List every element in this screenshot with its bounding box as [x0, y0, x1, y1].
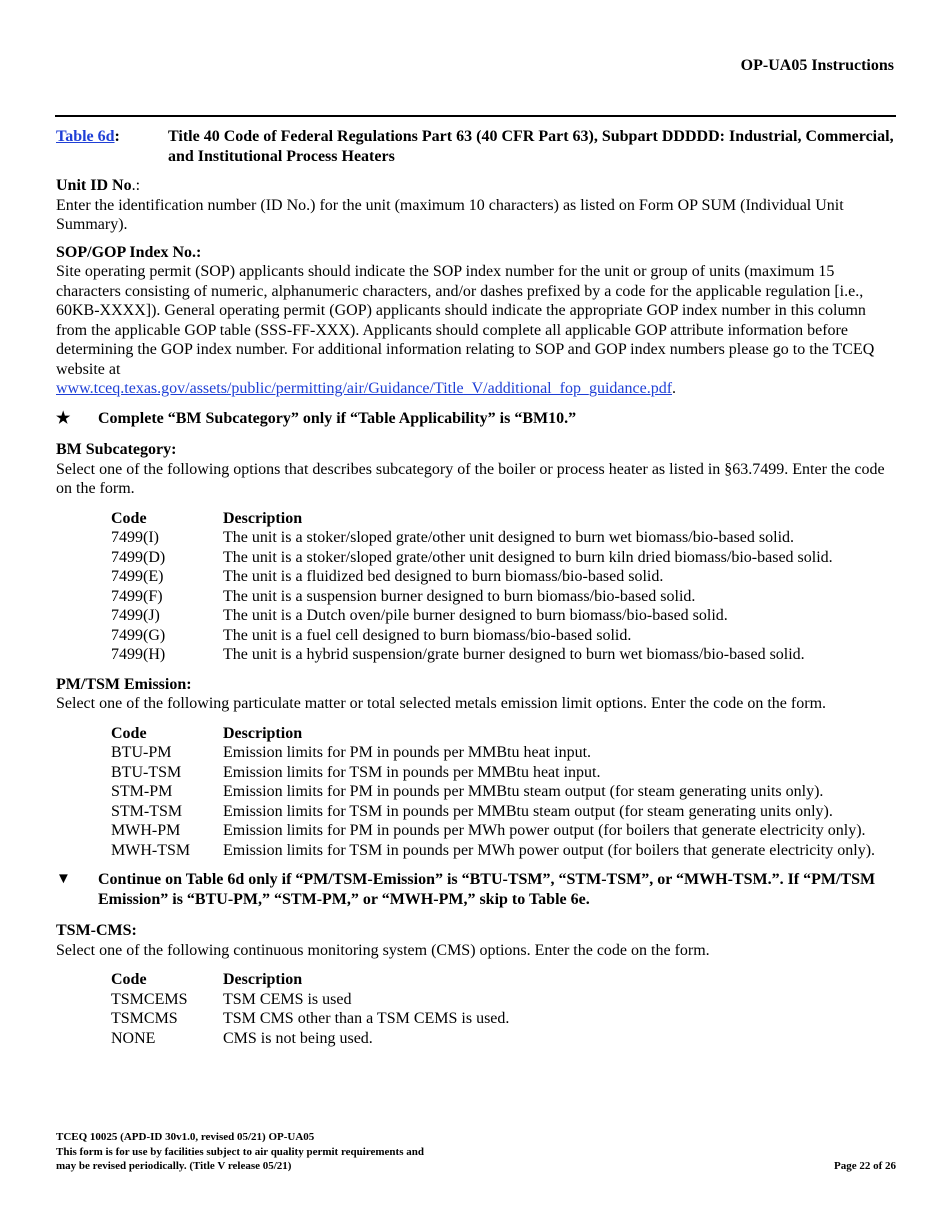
table-6d-link[interactable]: Table 6d [56, 128, 115, 145]
description-cell: The unit is a hybrid suspension/grate burner designed to burn wet biomass/bio-based solid. [223, 646, 805, 663]
table-row [111, 1029, 896, 1049]
bm-code-table [111, 509, 896, 665]
code-cell: 7499(F) [111, 587, 163, 605]
table-row [111, 763, 896, 783]
star-icon: ★ [56, 409, 71, 427]
description-cell: TSM CEMS is used [223, 990, 352, 1008]
description-cell: CMS is not being used. [223, 1029, 373, 1047]
code-table-header [111, 970, 896, 990]
code-header: Code [111, 509, 147, 527]
description-cell: Emission limits for PM in pounds per MMBtu heat input. [223, 744, 592, 761]
code-cell: TSMCMS [111, 1010, 178, 1027]
description-cell: Emission limits for PM in pounds per MMBtu steam output (for steam generating units only). [223, 783, 824, 800]
unit-id-heading: Unit ID No [56, 177, 132, 194]
code-cell: MWH-TSM [111, 841, 191, 859]
pm-tsm-code-table [111, 724, 896, 861]
table-row [111, 626, 896, 646]
sop-gop-heading: SOP/GOP Index No.: [56, 243, 202, 261]
description-cell: The unit is a fluidized bed designed to burn biomass/bio-based solid. [223, 568, 664, 585]
code-cell: STM-PM [111, 783, 173, 800]
code-table-header [111, 724, 896, 744]
code-cell: 7499(D) [111, 548, 166, 566]
code-cell: 7499(E) [111, 568, 164, 585]
tsm-cms-heading: TSM-CMS: [56, 922, 137, 939]
header-rule [55, 115, 896, 117]
table-row [111, 990, 896, 1010]
code-cell: NONE [111, 1029, 156, 1047]
code-cell: 7499(J) [111, 607, 160, 624]
tsm-cms-section [56, 921, 896, 1048]
page-footer [56, 1130, 896, 1174]
note-bm-text: Complete “BM Subcategory” only if “Table Applicability” is “BM10.” [98, 409, 577, 427]
footer-revision-note: may be revised periodically. (Title V release 05/21) [56, 1160, 292, 1172]
code-header: Code [111, 971, 147, 988]
description-cell: Emission limits for TSM in pounds per MMBtu steam output (for steam generating units only). [223, 802, 833, 820]
description-cell: TSM CMS other than a TSM CEMS is used. [223, 1010, 510, 1027]
code-table-header [111, 509, 896, 529]
pm-tsm-body: Select one of the following particulate matter or total selected metals emission limit options. Enter the code on the form. [56, 695, 827, 712]
note-pm-tsm-continue [56, 870, 896, 909]
description-cell: The unit is a fuel cell designed to burn biomass/bio-based solid. [223, 626, 632, 644]
table-row [111, 782, 896, 802]
code-cell: TSMCEMS [111, 990, 188, 1008]
page-number: Page 22 of 26 [833, 1160, 896, 1172]
description-cell: The unit is a stoker/sloped grate/other unit designed to burn kiln dried biomass/bio-based solid. [223, 548, 833, 566]
table-title [56, 127, 896, 166]
table-row [111, 802, 896, 822]
code-cell: BTU-PM [111, 744, 172, 761]
tsm-cms-body: Select one of the following continuous monitoring system (CMS) options. Enter the code on the form. [56, 941, 710, 959]
table-title-text: Title 40 Code of Federal Regulations Part 63 (40 CFR Part 63), Subpart DDDDD: Industrial, Commercial, and Institutional Process Heaters [168, 128, 894, 165]
note-continue-text: Continue on Table 6d only if “PM/TSM-Emission” is “BTU-TSM”, “STM-TSM”, or “MWH-TSM.”. If “PM/TSM Emission” is “BTU-PM,” “STM-PM,” or “MWH-PM,” skip to Table 6e. [98, 871, 876, 908]
unit-id-section [56, 176, 896, 235]
link-period: . [672, 380, 677, 397]
table-row [111, 841, 896, 861]
table-row [111, 528, 896, 548]
description-header: Description [223, 971, 303, 988]
code-cell: 7499(G) [111, 626, 166, 644]
description-cell: Emission limits for TSM in pounds per MMBtu heat input. [223, 763, 601, 781]
code-cell: STM-TSM [111, 802, 183, 820]
footer-usage-note: This form is for use by facilities subject to air quality permit requirements and [56, 1145, 424, 1158]
bm-subcategory-body: Select one of the following options that describes subcategory of the boiler or process heater as listed in §63.7499. Enter the code on the form. [56, 460, 885, 497]
table-row [111, 587, 896, 607]
description-cell: Emission limits for PM in pounds per MWh power output (for boilers that generate electricity only). [223, 822, 866, 839]
page-header-title: OP-UA05 Instructions [740, 57, 894, 74]
table-row [111, 645, 896, 665]
table-row [111, 743, 896, 763]
code-cell: BTU-TSM [111, 763, 182, 781]
description-cell: The unit is a stoker/sloped grate/other unit designed to burn wet biomass/bio-based solid. [223, 529, 795, 546]
unit-id-heading-suffix: .: [131, 177, 141, 194]
description-cell: The unit is a Dutch oven/pile burner designed to burn biomass/bio-based solid. [223, 607, 728, 624]
footer-form-id: TCEQ 10025 (APD-ID 30v1.0, revised 05/21) OP-UA05 [56, 1131, 315, 1143]
table-ref-colon: : [114, 128, 120, 145]
description-cell: The unit is a suspension burner designed to burn biomass/bio-based solid. [223, 587, 696, 605]
page-content [56, 127, 896, 1058]
table-row [111, 821, 896, 841]
code-header: Code [111, 724, 147, 742]
tsm-cms-code-table [111, 970, 896, 1048]
unit-id-body: Enter the identification number (ID No.) for the unit (maximum 10 characters) as listed on Form OP SUM (Individual Unit Summary). [56, 196, 844, 233]
sop-gop-section [56, 243, 896, 399]
code-cell: 7499(I) [111, 529, 159, 546]
table-row [111, 548, 896, 568]
pm-tsm-section [56, 675, 896, 861]
table-row [111, 567, 896, 587]
table-row [111, 606, 896, 626]
sop-gop-body: Site operating permit (SOP) applicants should indicate the SOP index number for the unit or group of units (maximum 15 characters consisting of numeric, alphanumeric characters, and/or dashes prefixed by a code for the applicable regulation [i.e., 60KB-XXXX]). General operating permit (GOP) applicants should indicate the appropriate GOP index number in this column from the applicable GOP table (SSS-FF-XXX). Applicants should complete all applicable GOP attribute information before determining the GOP index number. For additional information relating to SOP and GOP index numbers please go to the TCEQ website at [56, 263, 875, 378]
description-header: Description [223, 509, 303, 527]
tceq-guidance-link[interactable]: www.tceq.texas.gov/assets/public/permitting/air/Guidance/Title_V/additional_fop_guidance.pdf [56, 380, 673, 397]
bm-subcategory-heading: BM Subcategory: [56, 441, 177, 458]
triangle-down-icon: ▼ [56, 871, 71, 887]
description-header: Description [223, 724, 303, 742]
table-row [111, 1009, 896, 1029]
description-cell: Emission limits for TSM in pounds per MWh power output (for boilers that generate electricity only). [223, 841, 876, 859]
note-bm-subcategory [56, 409, 896, 429]
pm-tsm-heading: PM/TSM Emission: [56, 675, 192, 693]
bm-subcategory-section [56, 440, 896, 665]
code-cell: MWH-PM [111, 822, 181, 839]
code-cell: 7499(H) [111, 646, 166, 663]
